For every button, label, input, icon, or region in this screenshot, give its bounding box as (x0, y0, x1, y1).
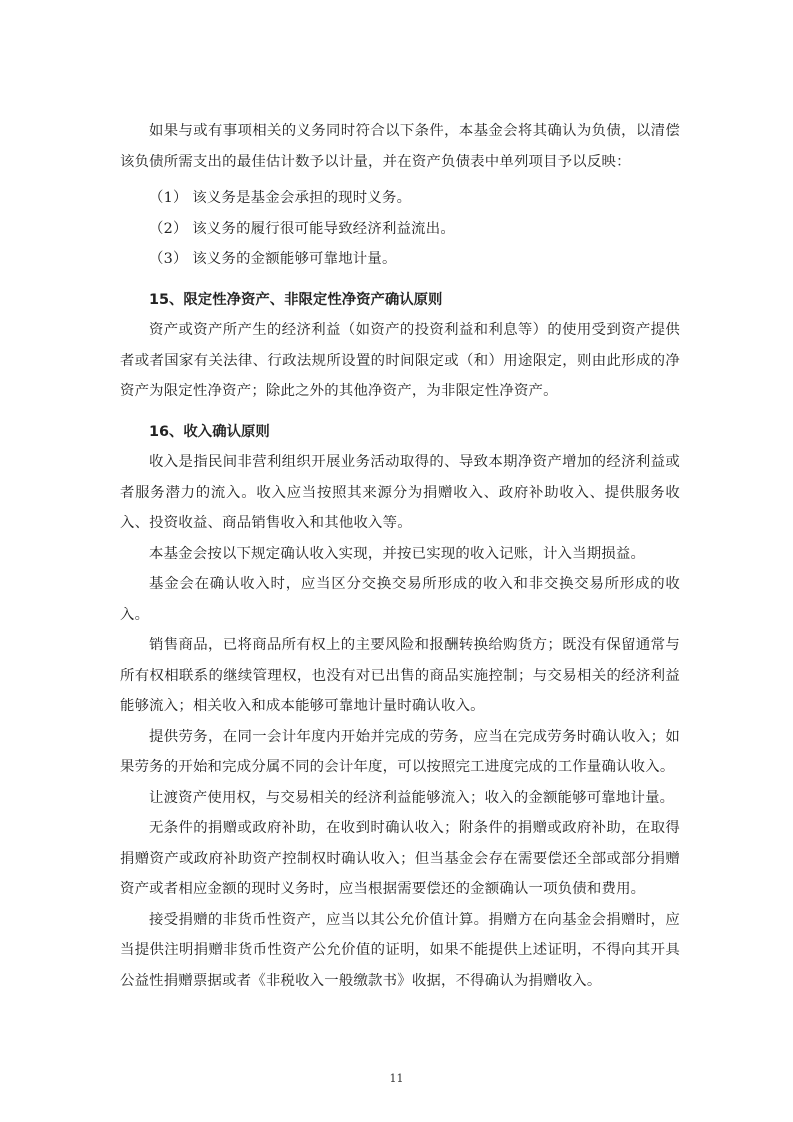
paragraph-sale-of-goods: 销售商品，已将商品所有权上的主要风险和报酬转换给购货方；既没有保留通常与所有权相联系的继续管理权，也没有对已出售的商品实施控制；与交易相关的经济利益能够流入；相关收入和成本能够可靠地计量时确认收入。 (120, 637, 680, 714)
section-heading-15: 15、限定性净资产、非限定性净资产确认原则 (149, 291, 443, 308)
paragraph-services: 提供劳务，在同一会计年度内开始并完成的劳务，应当在完成劳务时确认收入；如果劳务的开始和完成分属不同的会计年度，可以按照完工进度完成的工作量确认收入。 (120, 728, 680, 775)
list-item-condition-2: （2） 该义务的履行很可能导致经济利益流出。 (149, 220, 455, 237)
paragraph-non-monetary-donations: 接受捐赠的非货币性资产，应当以其公允价值计算。捐赠方在向基金会捐赠时，应当提供注明捐赠非货币性资产公允价值的证明，如果不能提供上述证明，不得向其开具公益性捐赠票据或者《非税收入一般缴款书》收据，不得确认为捐赠收入。 (120, 911, 680, 989)
paragraph-use-of-assets: 让渡资产使用权，与交易相关的经济利益能够流入；收入的金额能够可靠地计量。 (149, 789, 675, 806)
paragraph-revenue-recognition: 本基金会按以下规定确认收入实现，并按已实现的收入记账，计入当期损益。 (149, 545, 646, 562)
section-heading-16: 16、收入确认原则 (149, 423, 270, 440)
paragraph-revenue-definition: 收入是指民间非营利组织开展业务活动取得的、导致本期净资产增加的经济利益或者服务潜力的流入。收入应当按照其来源分为捐赠收入、政府补助收入、提供服务收入、投资收益、商品销售收入和其他收入等。 (120, 454, 680, 531)
list-item-condition-3: （3） 该义务的金额能够可靠地计量。 (149, 251, 397, 267)
page-number: 11 (389, 1072, 404, 1085)
paragraph-net-assets: 资产或资产所产生的经济利益（如资产的投资利益和利息等）的使用受到资产提供者或者国家有关法律、行政法规所设置的时间限定或（和）用途限定，则由此形成的净资产为限定性净资产；除此之外的其他净资产，为非限定性净资产。 (120, 322, 680, 399)
paragraph-donations-grants: 无条件的捐赠或政府补助，在收到时确认收入；附条件的捐赠或政府补助，在取得捐赠资产或政府补助资产控制权时确认收入；但当基金会存在需要偿还全部或部分捐赠资产或者相应金额的现时义务时，应当根据需要偿还的金额确认一项负债和费用。 (120, 820, 680, 897)
paragraph-exchange-transactions: 基金会在确认收入时，应当区分交换交易所形成的收入和非交换交易所形成的收入。 (120, 576, 680, 623)
document-body (120, 116, 680, 996)
paragraph-contingent-liability: 如果与或有事项相关的义务同时符合以下条件，本基金会将其确认为负债，以清偿该负债所需支出的最佳估计数予以计量，并在资产负债表中单列项目予以反映： (120, 123, 680, 170)
list-item-condition-1: （1） 该义务是基金会承担的现时义务。 (149, 190, 412, 206)
